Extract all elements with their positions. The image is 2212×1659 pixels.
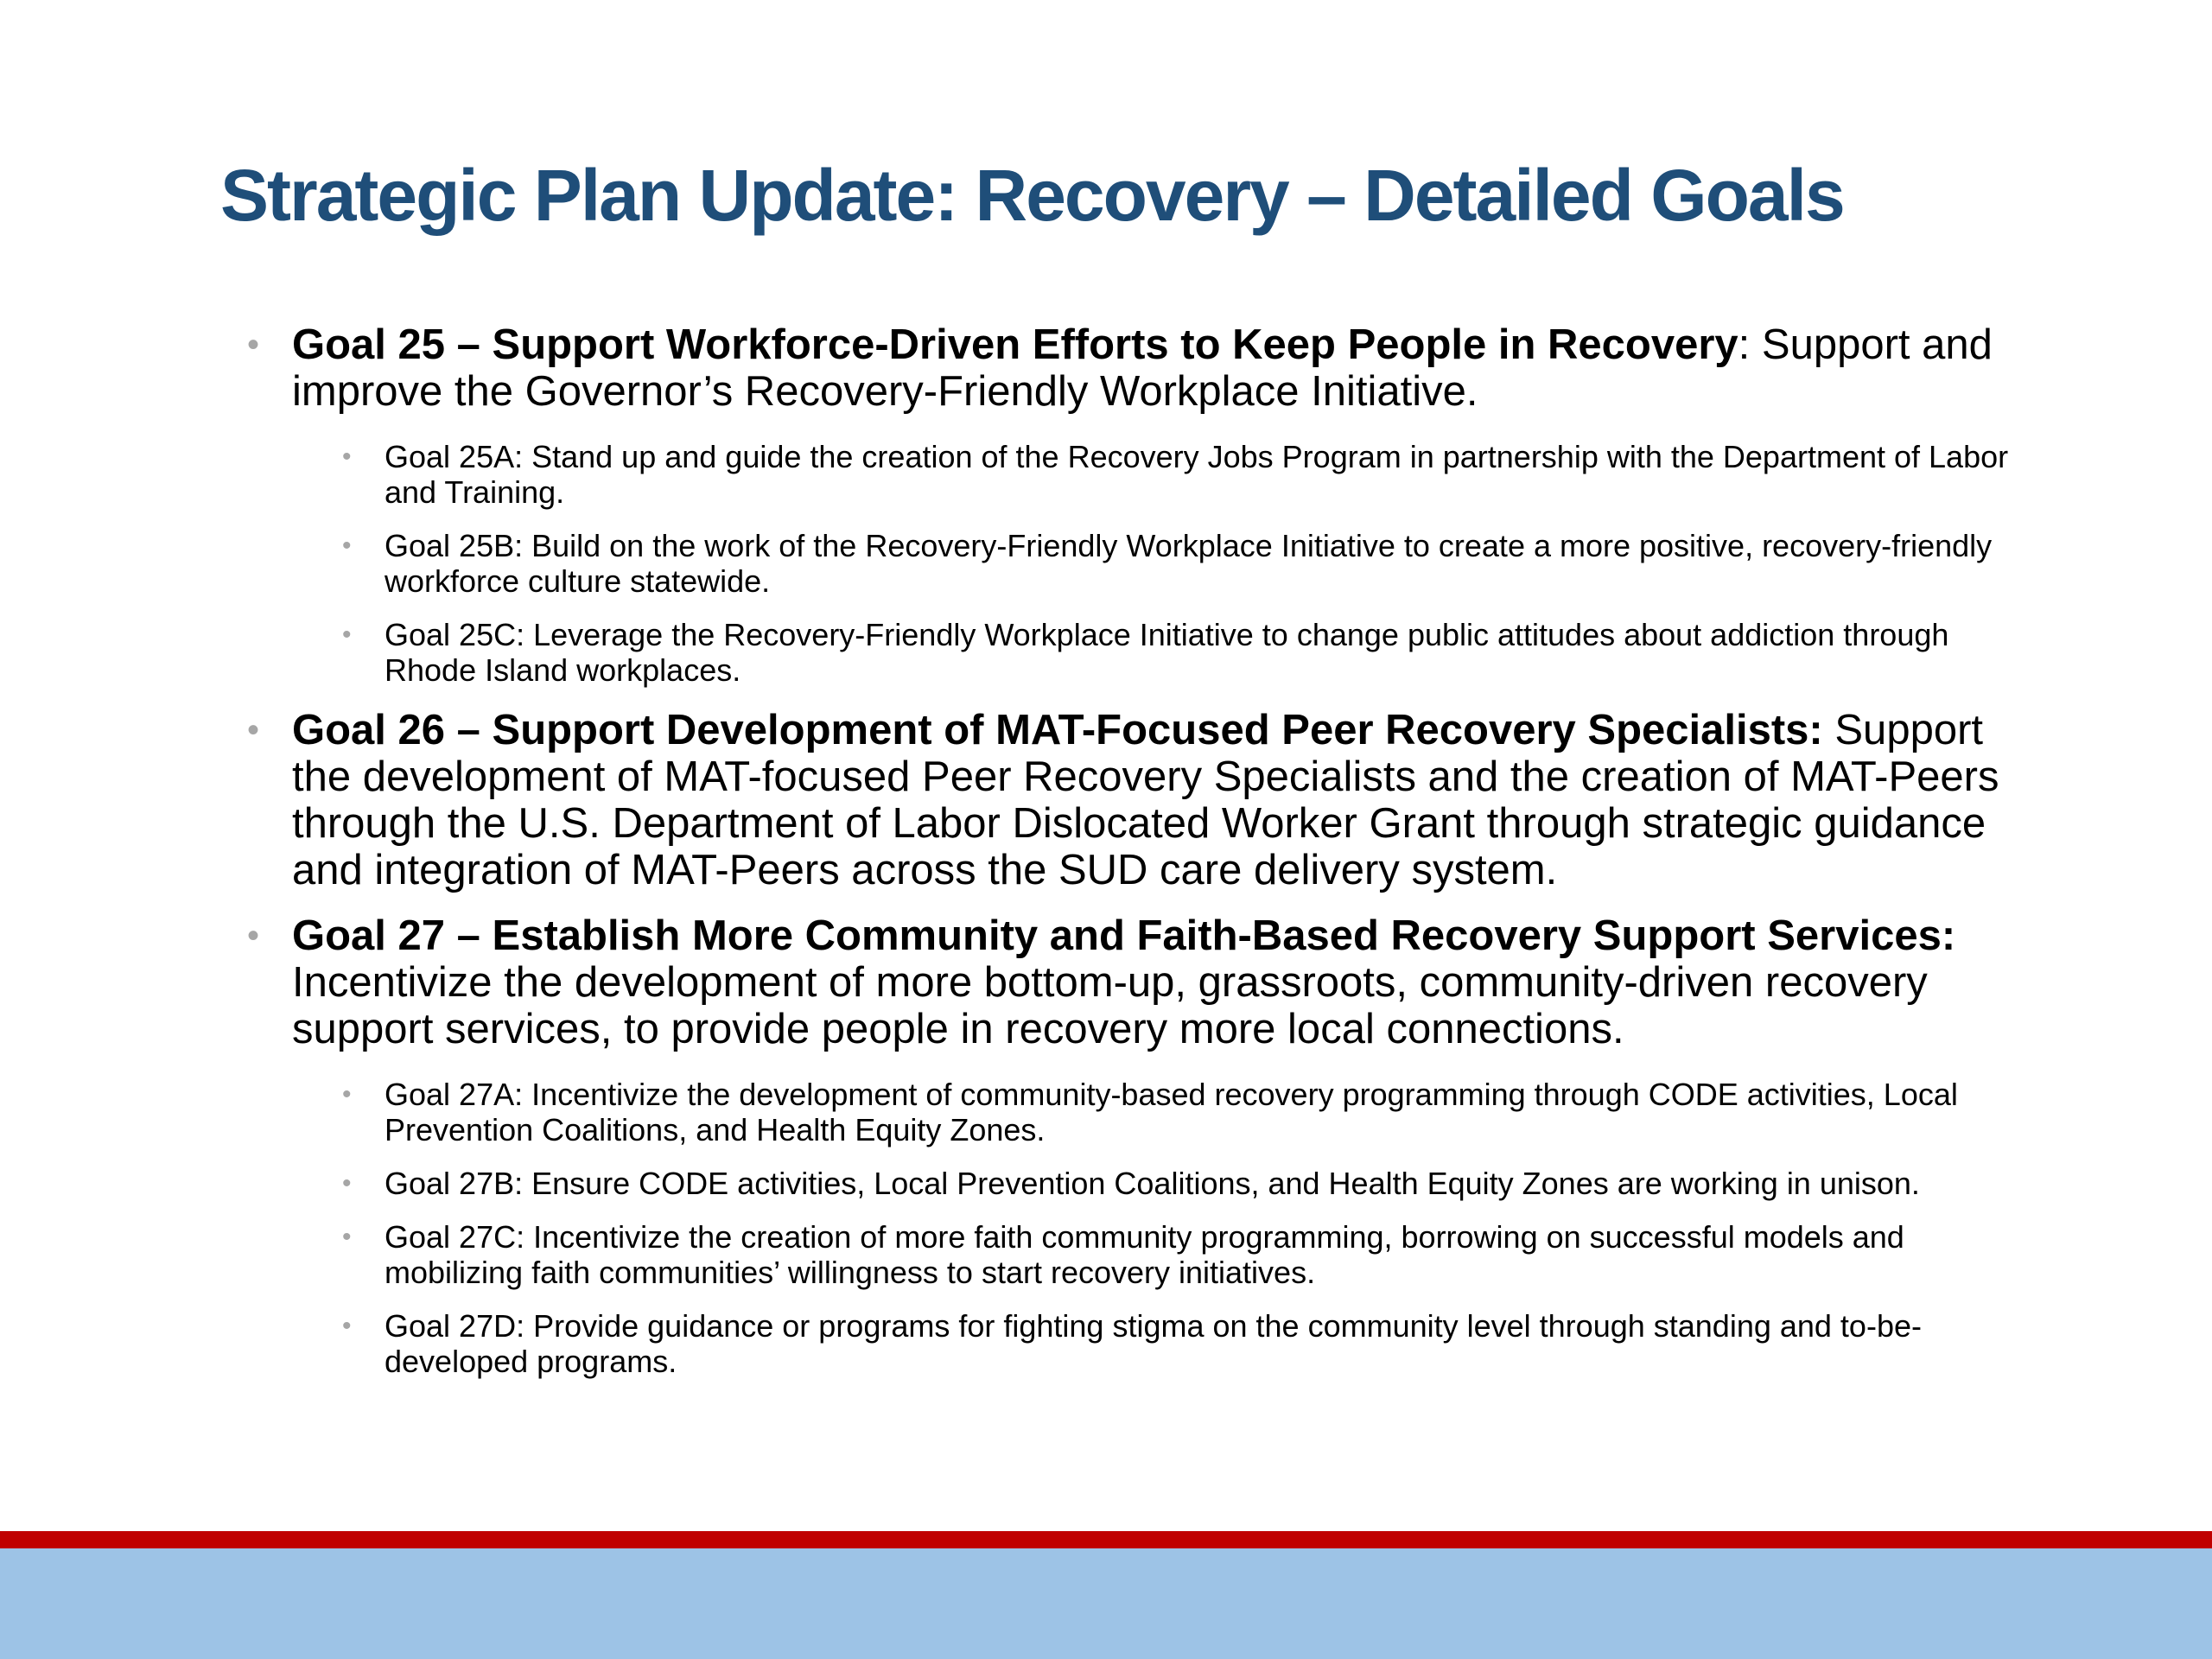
subgoal-27a-text: Goal 27A: Incentivize the development of community-based recovery programming through CODE activities, Local Prevention Coalitions, and Health Equity Zones. <box>385 1077 1958 1147</box>
goal-25-heading: Goal 25 – Support Workforce-Driven Efforts to Keep People in Recovery <box>292 321 1738 368</box>
subgoal-25b <box>340 528 2041 599</box>
subgoal-27d-text: Goal 27D: Provide guidance or programs for fighting stigma on the community level through standing and to-be-developed programs. <box>385 1308 1922 1379</box>
goal-27 <box>244 912 2041 1379</box>
bullet-icon: • <box>247 711 260 749</box>
subgoal-25c <box>340 617 2041 688</box>
subgoal-27b-text: Goal 27B: Ensure CODE activities, Local Prevention Coalitions, and Health Equity Zones are working in unison. <box>385 1166 1920 1201</box>
bullet-icon: • <box>342 1312 352 1340</box>
slide-content <box>244 321 2041 1398</box>
bullet-icon: • <box>247 917 260 955</box>
bullet-icon: • <box>342 1080 352 1109</box>
goal-25 <box>244 321 2041 688</box>
bullet-icon: • <box>342 1223 352 1251</box>
subgoal-27d <box>340 1308 2041 1379</box>
bullet-icon: • <box>247 326 260 364</box>
subgoal-27c <box>340 1219 2041 1290</box>
subgoal-27c-text: Goal 27C: Incentivize the creation of more faith community programming, borrowing on successful models and mobilizing faith communities’ willingness to start recovery initiatives. <box>385 1219 1904 1290</box>
footer-blue-band <box>0 1548 2212 1659</box>
subgoal-25c-text: Goal 25C: Leverage the Recovery-Friendly Workplace Initiative to change public attitudes about addiction through Rhode Island workplaces. <box>385 617 1949 688</box>
bullet-icon: • <box>342 442 352 471</box>
subgoal-25a-text: Goal 25A: Stand up and guide the creation of the Recovery Jobs Program in partnership with the Department of Labor and Training. <box>385 439 2009 510</box>
goal-25-text: : Support and improve the Governor’s Recovery-Friendly Workplace Initiative. <box>292 321 1993 415</box>
goal-26-text: Support the development of MAT-focused Peer Recovery Specialists and the creation of MAT-Peers through the U.S. Department of Labor Dislocated Worker Grant through strategic guidance and integration of MAT-Peers across the SUD care delivery system. <box>292 707 1999 893</box>
goal-27-text: Incentivize the development of more bottom-up, grassroots, community-driven recovery support services, to provide people in recovery more local connections. <box>292 959 1928 1052</box>
goal-26 <box>244 707 2041 893</box>
footer-red-stripe <box>0 1531 2212 1548</box>
goal-27-heading: Goal 27 – Establish More Community and Faith-Based Recovery Support Services: <box>292 912 1956 959</box>
subgoal-25b-text: Goal 25B: Build on the work of the Recovery-Friendly Workplace Initiative to create a more positive, recovery-friendly workforce culture statewide. <box>385 528 1993 599</box>
goal-26-heading: Goal 26 – Support Development of MAT-Focused Peer Recovery Specialists: <box>292 707 1823 753</box>
bullet-icon: • <box>342 1169 352 1198</box>
subgoal-27b <box>340 1166 2041 1201</box>
goal-27-subgoals <box>292 1077 2041 1379</box>
slide-title: Strategic Plan Update: Recovery – Detailed Goals <box>220 155 1844 236</box>
subgoal-27a <box>340 1077 2041 1147</box>
goal-25-subgoals <box>292 439 2041 688</box>
subgoal-25a <box>340 439 2041 510</box>
bullet-icon: • <box>342 531 352 560</box>
bullet-icon: • <box>342 620 352 649</box>
